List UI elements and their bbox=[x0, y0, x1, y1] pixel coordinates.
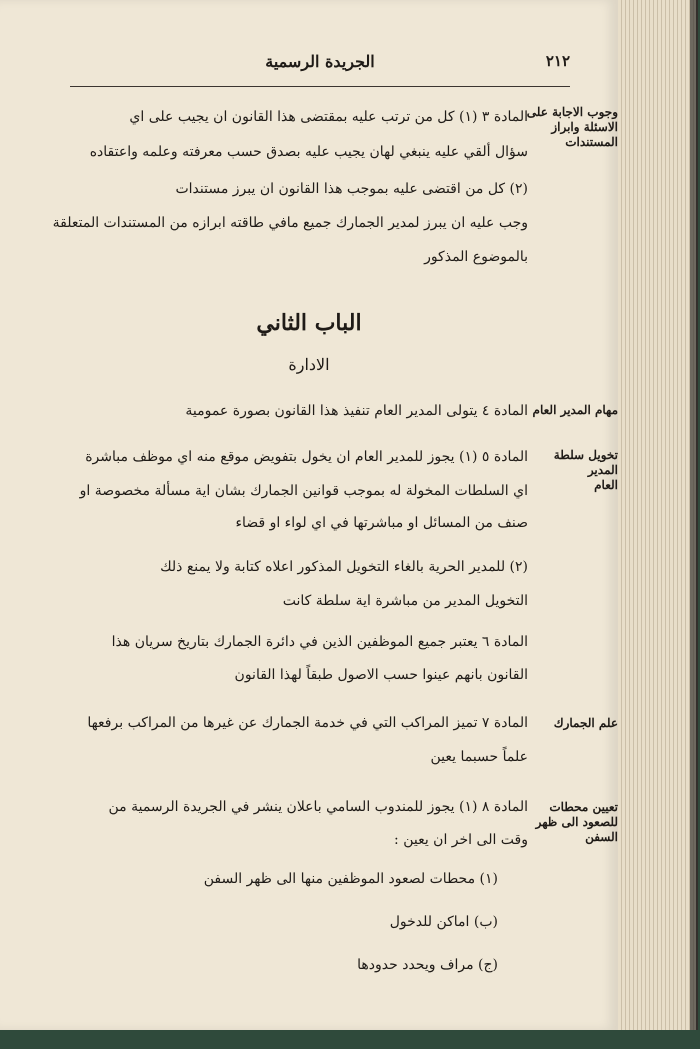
marginal-note-line: السفن bbox=[585, 830, 618, 844]
marginal-note-line: وجوب الاجابة على bbox=[526, 105, 618, 119]
text-line: المادة ٥ (١) يجوز للمدير العام ان يخول بتفويض موقع منه اي موظف مباشرة bbox=[85, 449, 528, 465]
text-line: المادة ٦ يعتبر جميع الموظفين الذين في دائرة الجمارك بتاريخ سريان هذا bbox=[111, 634, 528, 650]
marginal-note-article-8 bbox=[523, 800, 618, 845]
page-header bbox=[70, 52, 570, 87]
page-title: الجريدة الرسمية bbox=[265, 52, 375, 71]
text-line: علماً حسبما يعين bbox=[430, 749, 528, 765]
text-line: وقت الى اخر ان يعين : bbox=[394, 832, 528, 848]
marginal-note-line: للصعود الى ظهر bbox=[535, 815, 618, 829]
text-line: (٢) كل من اقتضى عليه بموجب هذا القانون ان يبرز مستندات bbox=[175, 181, 528, 197]
text-line: المادة ٧ تميز المراكب التي في خدمة الجمارك عن غيرها من المراكب برفعها bbox=[87, 715, 528, 731]
text-line: (٢) للمدير الحرية بالغاء التخويل المذكور اعلاه كتابة ولا يمنع ذلك bbox=[160, 559, 528, 575]
chapter-heading bbox=[0, 310, 618, 336]
text-line: (ج) مراف ويحدد حدودها bbox=[357, 957, 498, 973]
chapter-subtitle: الادارة bbox=[288, 355, 330, 374]
marginal-note-line: العام bbox=[594, 478, 618, 492]
chapter-subheading bbox=[0, 355, 618, 374]
marginal-note-article-5 bbox=[523, 448, 618, 493]
text-line: سؤال ألقي عليه ينبغي لهان يجيب عليه بصدق حسب معرفته وعلمه واعتقاده bbox=[89, 144, 528, 160]
text-line: المادة ٣ (١) كل من ترتب عليه بمقتضى هذا القانون ان يجيب على اي bbox=[129, 109, 528, 125]
marginal-note-article-4 bbox=[523, 403, 618, 418]
chapter-title: الباب الثاني bbox=[256, 310, 362, 336]
marginal-note-line: تعيين محطات bbox=[549, 800, 618, 814]
text-line: التخويل المدير من مباشرة اية سلطة كانت bbox=[282, 593, 528, 609]
text-line: (١) محطات لصعود الموظفين منها الى ظهر السفن bbox=[203, 871, 498, 887]
marginal-note-line: مهام المدير العام bbox=[532, 403, 618, 417]
text-line: اي السلطات المخولة له بموجب قوانين الجمارك بشان اية مسألة مخصوصة او bbox=[79, 483, 528, 499]
text-line: المادة ٨ (١) يجوز للمندوب السامي باعلان ينشر في الجريدة الرسمية من bbox=[108, 799, 528, 815]
text-line: بالموضوع المذكور bbox=[424, 249, 528, 265]
text-line: صنف من المسائل او مباشرتها في اي لواء او قضاء bbox=[235, 515, 528, 531]
text-line: المادة ٤ يتولى المدير العام تنفيذ هذا القانون بصورة عمومية bbox=[185, 403, 528, 419]
marginal-note-line: تخويل سلطة المدير bbox=[553, 448, 618, 477]
marginal-note-article-7 bbox=[523, 716, 618, 731]
book-page-edges bbox=[618, 0, 698, 1030]
marginal-note-article-3 bbox=[523, 105, 618, 150]
marginal-note-line: الاسئلة وابراز bbox=[551, 120, 618, 134]
text-line: وجب عليه ان يبرز لمدير الجمارك جميع مافي طاقته ابرازه من المستندات المتعلقة bbox=[52, 215, 528, 231]
text-line: القانون بانهم عينوا حسب الاصول طبقاً لهذا القانون bbox=[234, 667, 528, 683]
marginal-note-line: المستندات bbox=[565, 135, 618, 149]
page-number: ٢١٢ bbox=[545, 52, 570, 70]
marginal-note-line: علم الجمارك bbox=[553, 716, 618, 730]
text-line: (ب) اماكن للدخول bbox=[389, 914, 498, 930]
